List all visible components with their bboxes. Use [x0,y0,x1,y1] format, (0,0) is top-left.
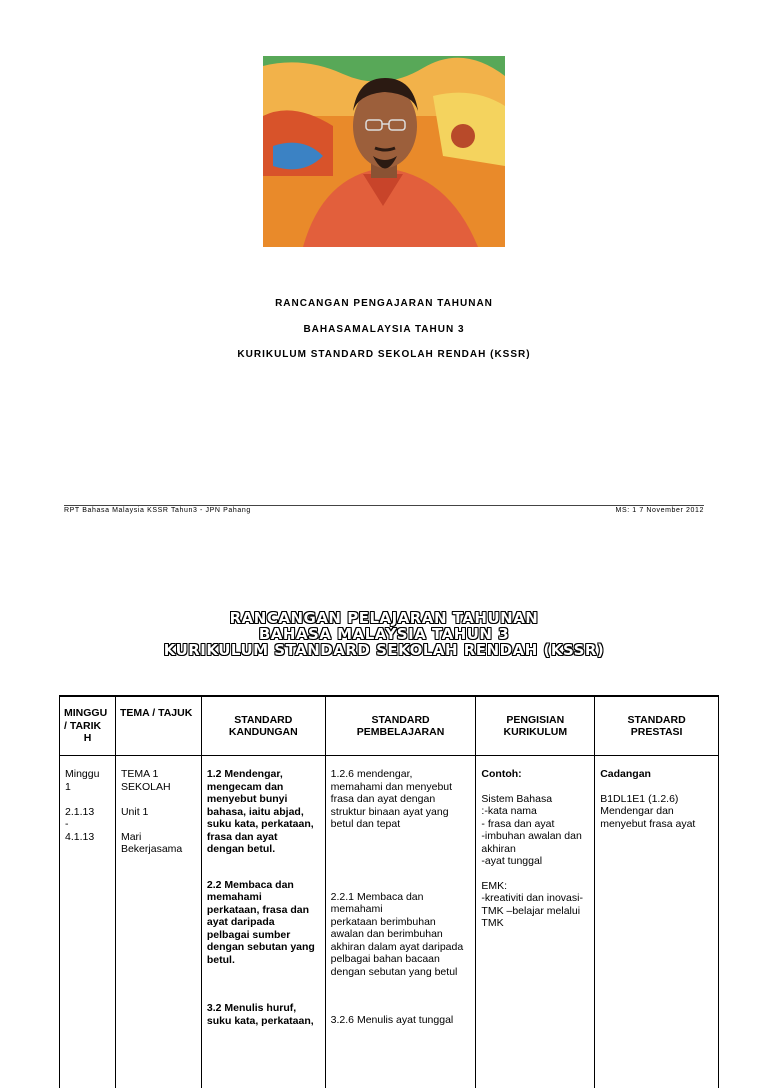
cell-standard-prestasi [595,756,719,1088]
text-line: Mendengar dan [600,805,714,818]
footer-right-text: MS: 1 7 November 2012 [616,507,704,514]
text-line: dengan sebutan yang betul [331,966,472,979]
header-text: TEMA / TAJUK [120,707,197,720]
text-line: Mari [121,831,197,844]
cover-photo [263,56,505,247]
standard-pembelajaran-3 [331,1014,472,1027]
table-row [60,756,719,1088]
text-line: 1.2 Mendengar, [207,768,321,781]
standard-kandungan-3 [207,1002,321,1027]
pengisian-emk [481,880,590,930]
text-line: menyebut frasa ayat [600,818,714,831]
cover-title-line-2: BAHASAMALAYSIA TAHUN 3 [0,324,768,335]
text-line: pelbagai bahan bacaan [331,953,472,966]
text-line: SEKOLAH [121,781,197,794]
text-line: frasa dan ayat dengan [331,793,472,806]
rpt-table [59,695,719,1088]
header-text: / TARIK [64,720,111,733]
main-title-line-1: RANCANGAN PELAJARAN TAHUNAN [0,609,768,627]
cell-standard-kandungan [201,756,325,1088]
text-line: memahami [207,891,321,904]
text-line: -imbuhan awalan dan [481,830,590,843]
standard-pembelajaran-2 [331,891,472,979]
portrait-image [263,56,505,247]
header-text: STANDARD [330,714,472,727]
cell-standard-pembelajaran [325,756,476,1088]
text-line: mengecam dan [207,781,321,794]
text-line [121,793,197,806]
text-line: TMK –belajar melalui [481,905,590,918]
text-line: betul dan tepat [331,818,472,831]
text-line: dengan betul. [207,843,321,856]
text-line: 1.2.6 mendengar, [331,768,472,781]
text-line: Bekerjasama [121,843,197,856]
text-line: frasa dan ayat [207,831,321,844]
header-minggu [60,696,116,756]
prestasi-lines [600,793,714,831]
text-line: 3.2 Menulis huruf, [207,1002,321,1015]
text-line: pelbagai sumber [207,929,321,942]
header-text: STANDARD [206,714,321,727]
text-line: 2.1.13 [65,806,111,819]
text-line: awalan dan berimbuhan [331,928,472,941]
text-line: suku kata, perkataan, [207,818,321,831]
text-line: dengan sebutan yang [207,941,321,954]
footer-divider [64,505,704,506]
text-line: akhiran [481,843,590,856]
text-line: memahami [331,903,472,916]
header-text: PRESTASI [599,726,714,739]
standard-pembelajaran-1 [331,768,472,831]
prestasi-heading: Cadangan [600,768,714,781]
header-text: PENGISIAN [480,714,590,727]
header-text: KURIKULUM [480,726,590,739]
text-line: EMK: [481,880,590,893]
header-tema [115,696,201,756]
text-line: TMK [481,917,590,930]
text-line: Sistem Bahasa [481,793,590,806]
text-line: perkataan berimbuhan [331,916,472,929]
cell-lines [121,768,197,856]
pengisian-sistem-bahasa [481,793,590,868]
text-line: 2.2 Membaca dan [207,879,321,892]
table-header-row [60,696,719,756]
text-line: 2.2.1 Membaca dan [331,891,472,904]
text-line: Minggu [65,768,111,781]
text-line: - frasa dan ayat [481,818,590,831]
text-line: struktur binaan ayat yang [331,806,472,819]
header-standard-kandungan [201,696,325,756]
footer-left-text: RPT Bahasa Malaysia KSSR Tahun3 - JPN Pahang [64,507,251,514]
text-line: - [65,818,111,831]
text-line: menyebut bunyi [207,793,321,806]
header-standard-pembelajaran [325,696,476,756]
text-line: betul. [207,954,321,967]
cover-title-line-1: RANCANGAN PENGAJARAN TAHUNAN [0,298,768,309]
main-title-line-3: KURIKULUM STANDARD SEKOLAH RENDAH (KSSR) [0,641,768,659]
text-line [121,818,197,831]
text-line: Unit 1 [121,806,197,819]
text-line: -ayat tunggal [481,855,590,868]
cell-lines [65,768,111,843]
header-text: PEMBELAJARAN [330,726,472,739]
text-line: 1 [65,781,111,794]
text-line: memahami dan menyebut [331,781,472,794]
text-line [65,793,111,806]
text-line: perkataan, frasa dan [207,904,321,917]
text-line: TEMA 1 [121,768,197,781]
pengisian-heading: Contoh: [481,768,590,781]
text-line: suku kata, perkataan, [207,1015,321,1028]
text-line: 3.2.6 Menulis ayat tunggal [331,1014,472,1027]
header-text: KANDUNGAN [206,726,321,739]
text-line: 4.1.13 [65,831,111,844]
text-line: :-kata nama [481,805,590,818]
cover-title-line-3: KURIKULUM STANDARD SEKOLAH RENDAH (KSSR) [0,349,768,360]
header-text: MINGGU [64,707,111,720]
header-pengisian-kurikulum [476,696,595,756]
text-line: bahasa, iaitu abjad, [207,806,321,819]
text-line: B1DL1E1 (1.2.6) [600,793,714,806]
cell-tema [115,756,201,1088]
header-text: H [64,732,111,745]
cell-pengisian-kurikulum [476,756,595,1088]
cell-minggu [60,756,116,1088]
text-line: ayat daripada [207,916,321,929]
header-text: STANDARD [599,714,714,727]
text-line: -kreativiti dan inovasi- [481,892,590,905]
standard-kandungan-2 [207,879,321,967]
standard-kandungan-1 [207,768,321,856]
main-title-line-2: BAHASA MALAYSIA TAHUN 3 [0,625,768,643]
text-line: akhiran dalam ayat daripada [331,941,472,954]
header-standard-prestasi [595,696,719,756]
